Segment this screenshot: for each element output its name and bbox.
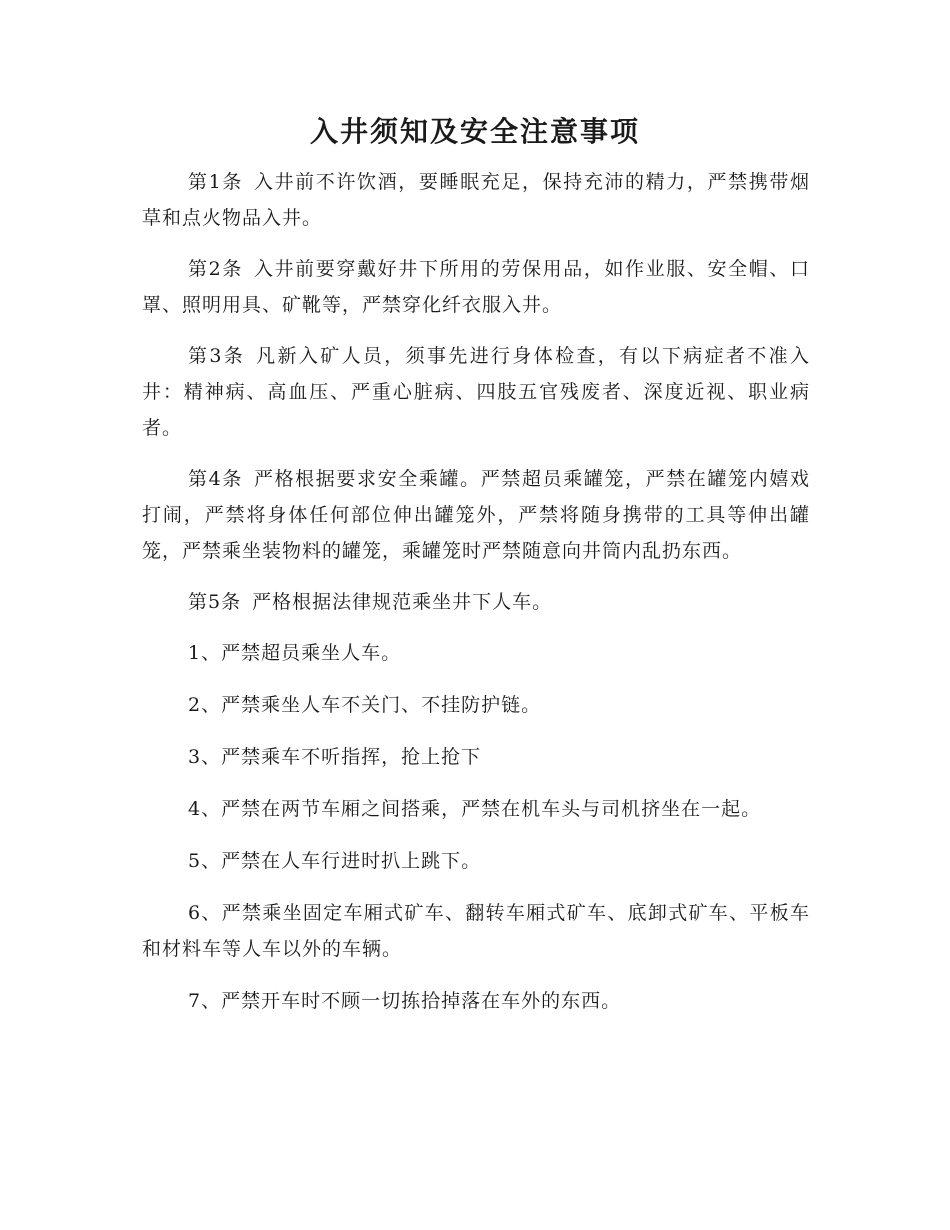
- article-2-label: 第2条: [188, 258, 243, 280]
- list-item-2: 2、严禁乘坐人车不关门、不挂防护链。: [188, 694, 542, 716]
- article-1-text: 入井前不许饮酒，要睡眠充足，保持充沛的精力，严禁携带烟草和点火物品入井。: [142, 171, 810, 229]
- article-4-label: 第4条: [188, 468, 243, 490]
- article-4-text: 严格根据要求安全乘罐。严禁超员乘罐笼，严禁在罐笼内嬉戏打闹，严禁将身体任何部位伸出罐笼外，严禁将随身携带的工具等伸出罐笼，严禁乘坐装物料的罐笼，乘罐笼时严禁随意向井筒内乱扔东西。: [142, 468, 810, 562]
- page-title: 入井须知及安全注意事项: [309, 115, 640, 148]
- list-item-5: 5、严禁在人车行进时扒上跳下。: [188, 850, 482, 872]
- list-item-1: 1、严禁超员乘坐人车。: [188, 642, 402, 664]
- list-item-4: 4、严禁在两节车厢之间搭乘，严禁在机车头与司机挤坐在一起。: [188, 798, 762, 820]
- article-1-label: 第1条: [188, 171, 243, 193]
- article-4: [142, 461, 810, 569]
- article-2: [142, 251, 810, 323]
- list-item-3: 3、严禁乘车不听指挥，抢上抢下: [188, 746, 482, 768]
- article-2-text: 入井前要穿戴好井下所用的劳保用品，如作业服、安全帽、口罩、照明用具、矿靴等，严禁穿化纤衣服入井。: [142, 258, 810, 316]
- list-item-7: 7、严禁开车时不顾一切拣拾掉落在车外的东西。: [188, 990, 622, 1012]
- article-3: [142, 338, 810, 446]
- article-3-text: 凡新入矿人员，须事先进行身体检查，有以下病症者不准入井：精神病、高血压、严重心脏病、四肢五官残废者、深度近视、职业病者。: [142, 345, 810, 439]
- list-item-6: 6、严禁乘坐固定车厢式矿车、翻转车厢式矿车、底卸式矿车、平板车和材料车等人车以外的车辆。: [142, 902, 810, 960]
- article-5: [142, 584, 810, 620]
- document-body: [142, 164, 810, 1035]
- article-5-label: 第5条: [188, 591, 242, 613]
- article-3-label: 第3条: [188, 345, 246, 367]
- article-1: [142, 164, 810, 236]
- article-5-text: 严格根据法律规范乘坐井下人车。: [252, 591, 553, 613]
